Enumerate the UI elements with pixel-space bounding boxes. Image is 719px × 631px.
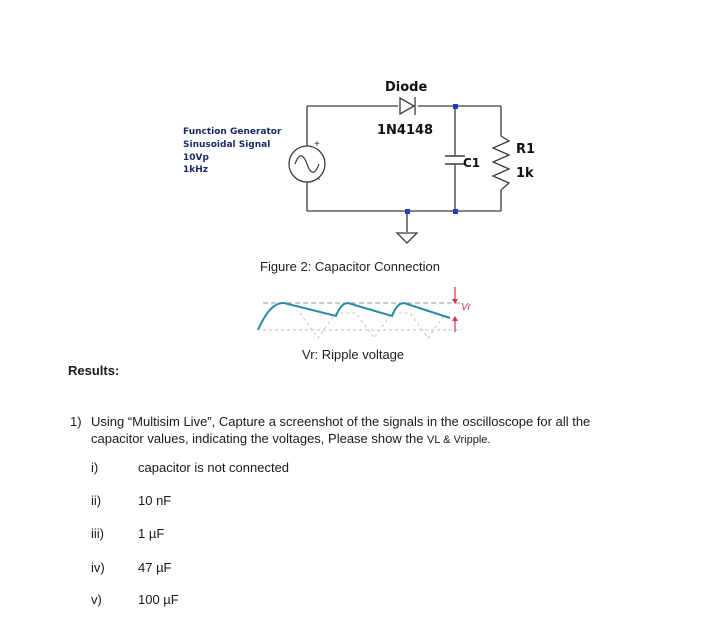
list-item-number: ii) [91, 493, 102, 508]
diode-part-label: 1N4148 [377, 123, 434, 138]
question-line-2-small: VL & Vripple. [427, 434, 491, 446]
list-item-number: i) [91, 460, 99, 475]
list-item-text: 1 µF [138, 526, 165, 541]
question-line-1: Using “Multisim Live”, Capture a screenshot of the signals in the oscilloscope for all the [91, 414, 591, 429]
capacitor-label: C1 [463, 156, 481, 170]
source-minus-sign: - [317, 174, 321, 185]
list-item-number: v) [91, 592, 102, 607]
list-item-text: 100 µF [138, 592, 179, 607]
diode-label: Diode [385, 80, 428, 95]
resistor-value-label: 1k [516, 166, 534, 181]
generator-label-line: Sinusoidal Signal [183, 140, 271, 150]
list-item-text: capacitor is not connected [138, 460, 290, 475]
list-item-number: iii) [91, 526, 104, 541]
list-item-text: 10 nF [138, 493, 172, 508]
list-item-text: 47 µF [138, 560, 172, 575]
question-line-2 [91, 431, 490, 446]
resistor-label: R1 [516, 142, 536, 157]
ripple-vr-label: Vr [461, 302, 471, 313]
ripple-caption: Vr: Ripple voltage [302, 347, 405, 362]
source-plus-sign: + [314, 139, 320, 150]
question-number: 1) [70, 414, 82, 429]
generator-label-line: 1kHz [183, 165, 209, 175]
generator-label-line: 10Vp [183, 153, 209, 163]
figure-caption: Figure 2: Capacitor Connection [260, 259, 440, 274]
list-item-number: iv) [91, 560, 105, 575]
question-line-2-main: capacitor values, indicating the voltages, Please show the [91, 431, 428, 446]
results-heading: Results: [68, 363, 120, 378]
generator-label-line: Function Generator [183, 127, 282, 137]
